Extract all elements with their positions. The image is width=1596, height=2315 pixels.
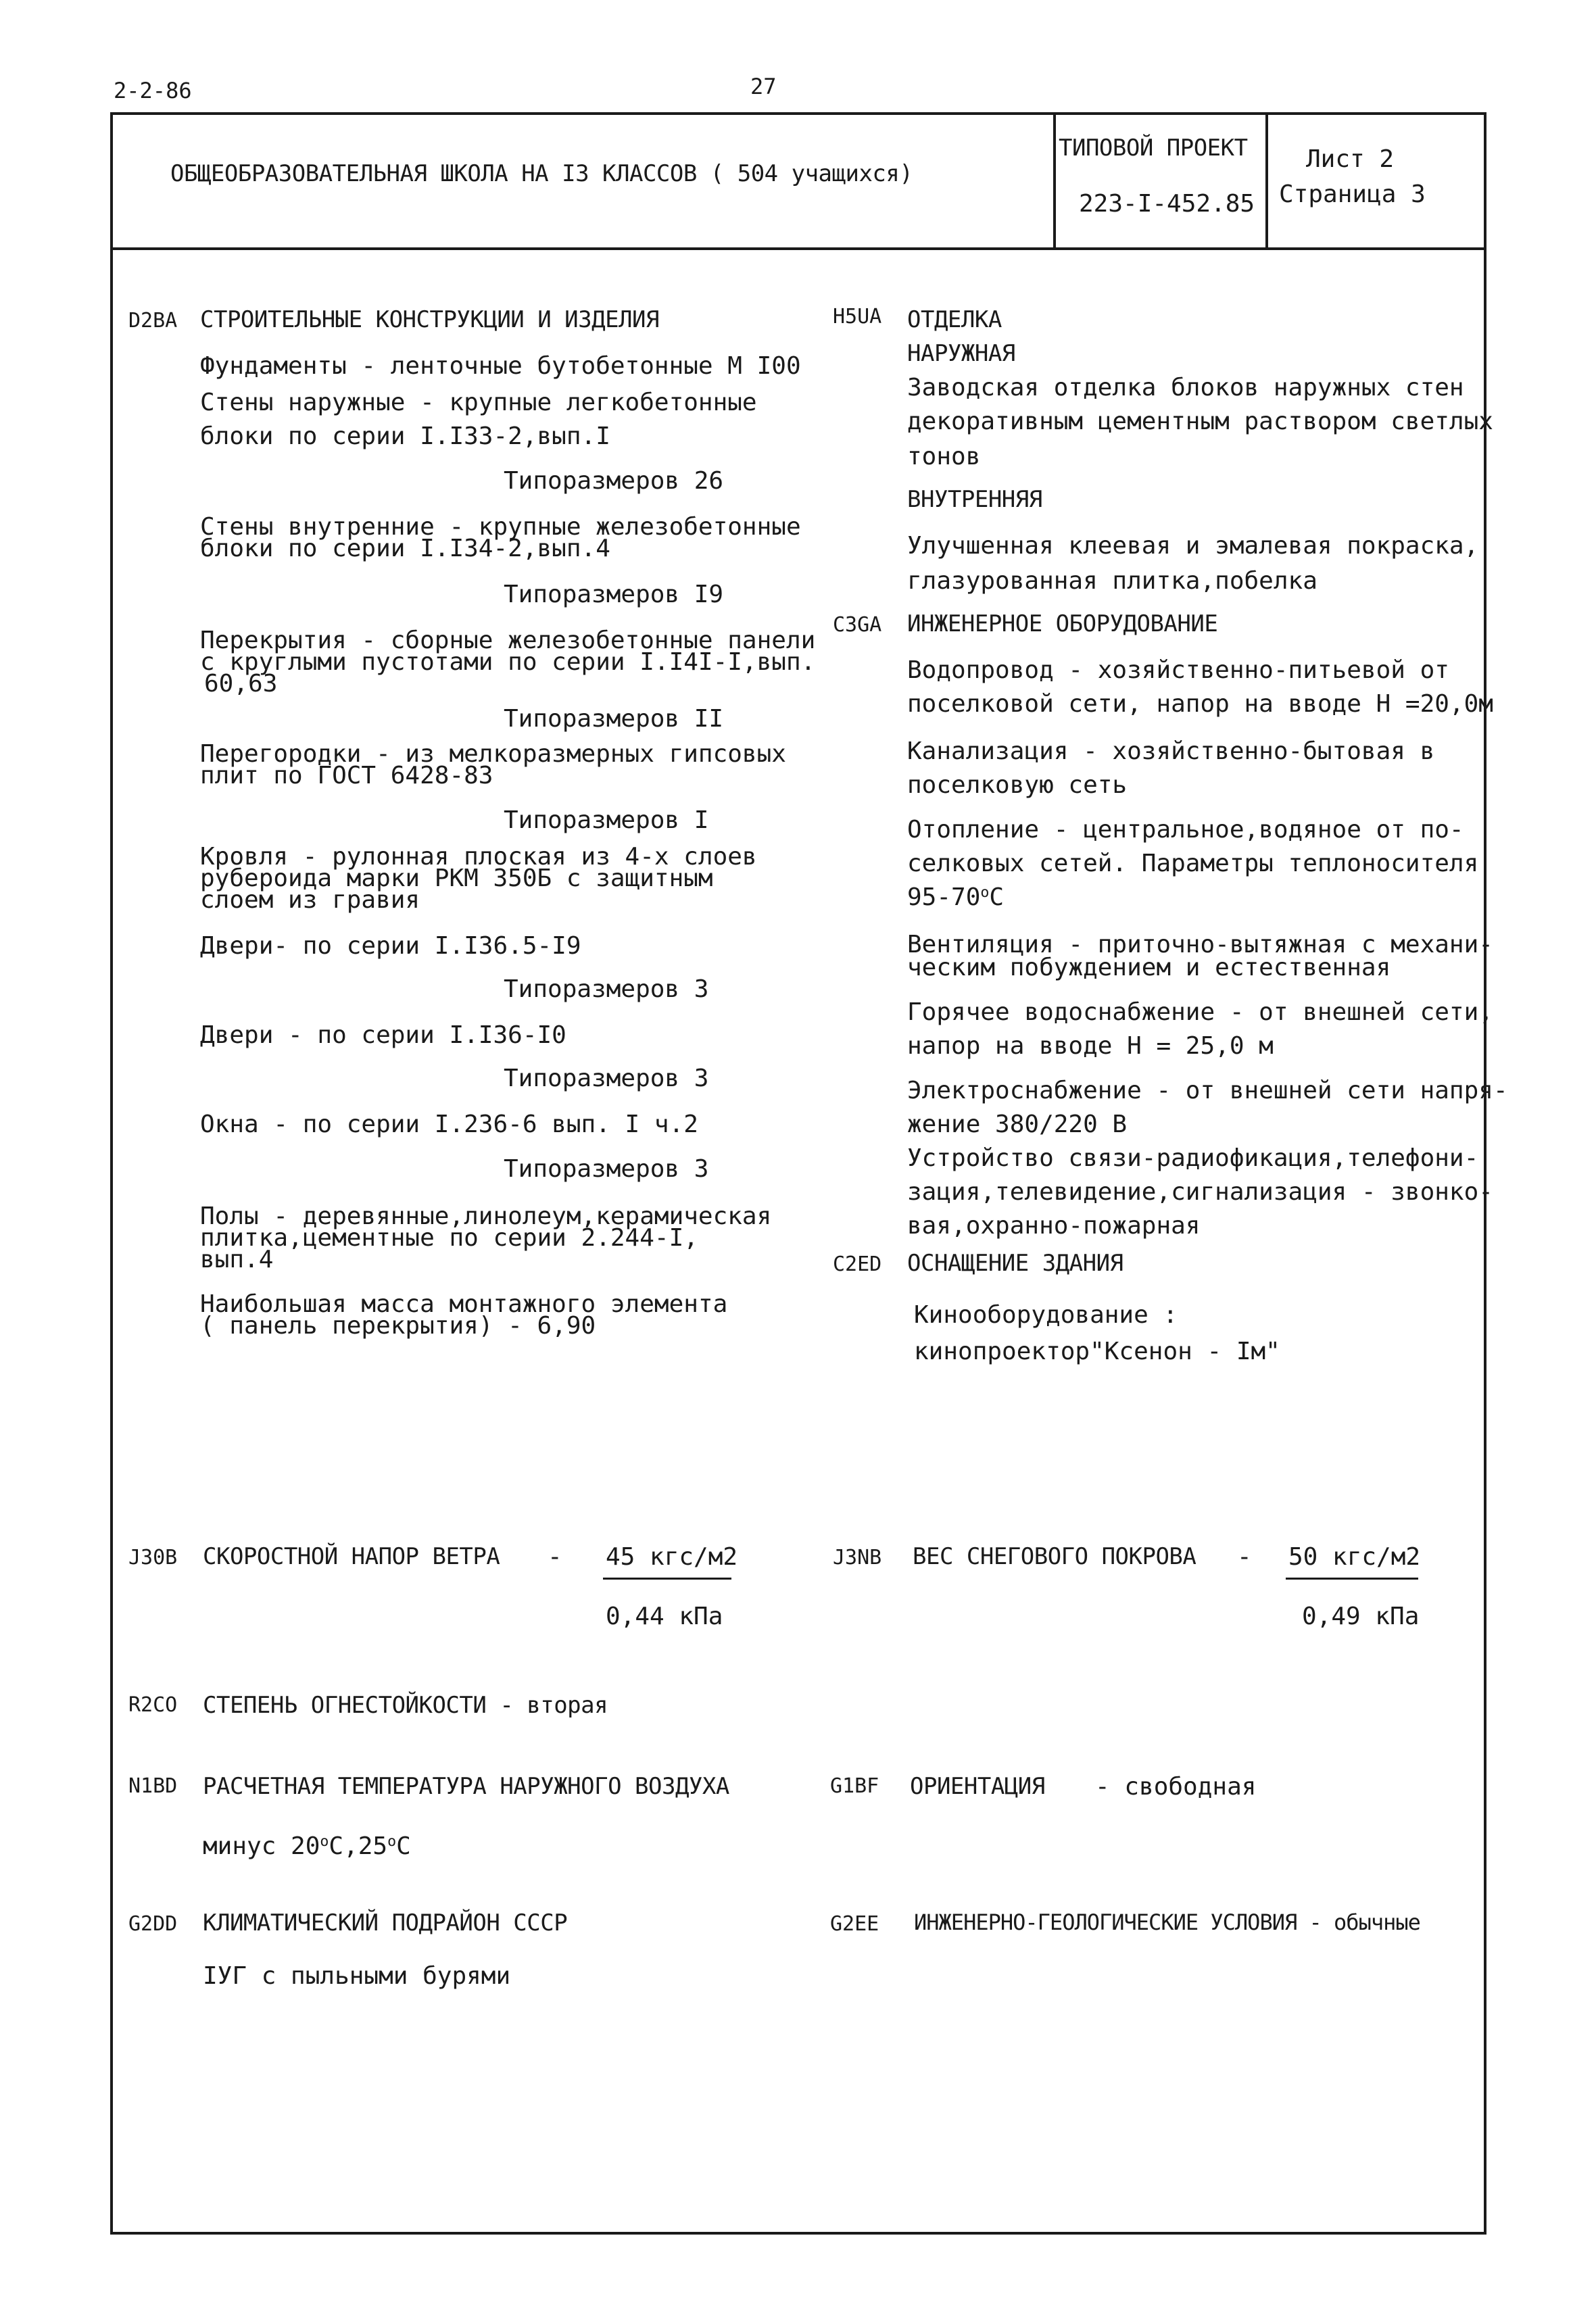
foundations-line: Фундаменты - ленточные бутобетонные М I00	[200, 352, 801, 380]
heat-temp-unit: С	[989, 883, 1005, 911]
doc-code: 2-2-86	[114, 78, 192, 103]
snow-label: ВЕС СНЕГОВОГО ПОКРОВА	[913, 1543, 1196, 1570]
temperature-value	[203, 1834, 411, 1859]
orientation-label: ОРИЕНТАЦИЯ	[910, 1773, 1045, 1800]
wind-fraction-line	[603, 1578, 731, 1580]
floors-line-3: вып.4	[200, 1246, 274, 1273]
vent-line-2: ческим побуждением и естественная	[907, 954, 1391, 981]
climate-value: IУГ с пыльными бурями	[203, 1962, 511, 1990]
temperature-value-prefix: минус 20	[203, 1832, 320, 1860]
snow-dash: -	[1237, 1543, 1252, 1571]
wind-dash: -	[548, 1543, 562, 1571]
orientation-value: - свободная	[1095, 1773, 1257, 1801]
size-count-26: Типоразмеров 26	[504, 467, 724, 495]
roof-line-3: слоем из гравия	[200, 886, 420, 914]
vent-line-1: Вентиляция - приточно-вытяжная с механи-	[907, 931, 1493, 958]
section-heading-equipment: ОСНАЩЕНИЕ ЗДАНИЯ	[907, 1250, 1123, 1277]
exterior-line-1: Заводская отделка блоков наружных стен	[907, 374, 1464, 401]
heat-temp-value: 95-70	[907, 883, 981, 911]
partitions-line-2: плит по ГОСТ 6428-83	[200, 762, 493, 789]
size-count-19: Типоразмеров I9	[504, 581, 724, 608]
project-label: ТИПОВОЙ ПРОЕКТ	[1059, 135, 1248, 162]
snow-kpa: 0,49 кПа	[1302, 1603, 1420, 1630]
roof-line-1: Кровля - рулонная плоская из 4-х слоев	[200, 843, 757, 871]
doors-line-2: Двери - по серии I.I36-I0	[200, 1021, 566, 1049]
section-code-engineering: C3GA	[833, 613, 882, 637]
temperature-code: N1BD	[128, 1774, 178, 1798]
section-code-equipment: C2ED	[833, 1252, 882, 1276]
frame-bottom	[110, 2232, 1486, 2235]
sheet-label: Лист 2	[1306, 145, 1395, 173]
subheading-interior: ВНУТРЕННЯЯ	[907, 486, 1042, 513]
comm-line-2: зация,телевидение,сигнализация - звонко-	[907, 1178, 1493, 1206]
document-title: ОБЩЕОБРАЗОВАТЕЛЬНАЯ ШКОЛА НА I3 КЛАССОВ ( 504 учащихся)	[170, 160, 913, 187]
slabs-line-2: с круглыми пустотами по серии I.I4I-I,вып.	[200, 648, 816, 676]
power-line-1: Электроснабжение - от внешней сети напря-	[907, 1077, 1508, 1104]
temperature-value-mid: С,25	[329, 1832, 388, 1860]
page-number: 27	[750, 74, 777, 99]
geology-label: ИНЖЕНЕРНО-ГЕОЛОГИЧЕСКИЕ УСЛОВИЯ - обычные	[914, 1909, 1420, 1935]
hotwater-line-1: Горячее водоснабжение - от внешней сети,	[907, 998, 1493, 1026]
cinema-line-1: Кинооборудование :	[914, 1301, 1178, 1329]
slabs-line-3: 60,63	[204, 670, 278, 698]
doors-line-1: Двери- по серии I.I36.5-I9	[200, 932, 581, 960]
page-label: Страница 3	[1279, 180, 1426, 208]
interior-line-2: глазурованная плитка,побелка	[907, 567, 1317, 595]
climate-code: G2DD	[128, 1912, 178, 1936]
degree-sign: о	[387, 1833, 397, 1851]
hotwater-line-2: напор на вводе Н = 25,0 м	[907, 1032, 1274, 1060]
windows-line: Окна - по серии I.236-6 вып. I ч.2	[200, 1111, 698, 1138]
cinema-line-2: кинопроектор"Ксенон - Iм"	[914, 1338, 1280, 1365]
ext-walls-line-1: Стены наружные - крупные легкобетонные	[200, 389, 757, 416]
section-code-finish: H5UA	[833, 305, 882, 328]
snow-code: J3NB	[833, 1546, 882, 1569]
slabs-line-1: Перекрытия - сборные железобетонные панели	[200, 627, 816, 654]
sewer-line-1: Канализация - хозяйственно-бытовая в	[907, 737, 1435, 765]
partitions-line-1: Перегородки - из мелкоразмерных гипсовых	[200, 740, 786, 768]
size-count-11: Типоразмеров II	[504, 705, 724, 733]
degree-sign: о	[320, 1833, 329, 1851]
mass-line-1: Наибольшая масса монтажного элемента	[200, 1290, 728, 1318]
subheading-exterior: НАРУЖНАЯ	[907, 340, 1015, 367]
degree-sign: о	[980, 884, 990, 902]
snow-value: 50 кгс/м2	[1288, 1543, 1421, 1571]
water-line-1: Водопровод - хозяйственно-питьевой от	[907, 656, 1449, 684]
int-walls-line-2: блоки по серии I.I34-2,вып.4	[200, 535, 610, 562]
title-divider-1	[1053, 112, 1056, 249]
heat-line-1: Отопление - центральное,водяное от по-	[907, 816, 1464, 844]
exterior-line-3: тонов	[907, 443, 981, 470]
water-line-2: поселковой сети, напор на вводе Н =20,0м	[907, 690, 1493, 718]
comm-line-1: Устройство связи-радиофикация,телефони-	[907, 1144, 1479, 1172]
power-line-2: жение 380/220 В	[907, 1111, 1128, 1138]
size-count-3c: Типоразмеров 3	[504, 1155, 709, 1183]
comm-line-3: вая,охранно-пожарная	[907, 1212, 1201, 1240]
section-code-structures: D2BA	[128, 309, 178, 333]
size-count-1: Типоразмеров I	[504, 806, 709, 834]
wind-kpa: 0,44 кПа	[606, 1603, 723, 1630]
section-heading-structures: СТРОИТЕЛЬНЫЕ КОНСТРУКЦИИ И ИЗДЕЛИЯ	[200, 306, 659, 333]
size-count-3b: Типоразмеров 3	[504, 1065, 709, 1092]
section-heading-engineering: ИНЖЕНЕРНОЕ ОБОРУДОВАНИЕ	[907, 610, 1218, 637]
roof-line-2: рубероида марки РКМ 350Б с защитным	[200, 864, 713, 892]
temperature-label: РАСЧЕТНАЯ ТЕМПЕРАТУРА НАРУЖНОГО ВОЗДУХА	[203, 1773, 729, 1800]
heat-line-3	[907, 885, 1004, 910]
title-block-bottom	[110, 247, 1486, 250]
heat-line-2: селковых сетей. Параметры теплоносителя	[907, 850, 1479, 877]
floors-line-1: Полы - деревянные,линолеум,керамическая	[200, 1202, 772, 1230]
mass-line-2: ( панель перекрытия) - 6,90	[200, 1312, 596, 1340]
frame-left	[110, 112, 113, 2235]
ext-walls-line-2: блоки по серии I.I33-2,вып.I	[200, 422, 610, 450]
snow-fraction-line	[1286, 1578, 1418, 1580]
interior-line-1: Улучшенная клеевая и эмалевая покраска,	[907, 532, 1479, 560]
wind-value: 45 кгс/м2	[606, 1543, 738, 1571]
size-count-3a: Типоразмеров 3	[504, 975, 709, 1003]
wind-label: СКОРОСТНОЙ НАПОР ВЕТРА	[203, 1543, 500, 1570]
int-walls-line-1: Стены внутренние - крупные железобетонные	[200, 513, 801, 541]
fire-resistance: СТЕПЕНЬ ОГНЕСТОЙКОСТИ - вторая	[203, 1692, 608, 1719]
section-heading-finish: ОТДЕЛКА	[907, 306, 1002, 333]
orientation-code: G1BF	[830, 1774, 879, 1798]
temperature-value-suffix: С	[396, 1832, 411, 1860]
fire-code: R2CO	[128, 1693, 178, 1717]
title-divider-2	[1265, 112, 1268, 249]
climate-label: КЛИМАТИЧЕСКИЙ ПОДРАЙОН СССР	[203, 1909, 568, 1936]
exterior-line-2: декоративным цементным раствором светлых	[907, 408, 1493, 435]
project-number: 223-I-452.85	[1079, 190, 1255, 218]
frame-top	[110, 112, 1486, 115]
wind-code: J30B	[128, 1546, 178, 1569]
floors-line-2: плитка,цементные по серии 2.244-I,	[200, 1224, 698, 1252]
sewer-line-2: поселковую сеть	[907, 771, 1128, 799]
geology-code: G2EE	[830, 1912, 879, 1936]
